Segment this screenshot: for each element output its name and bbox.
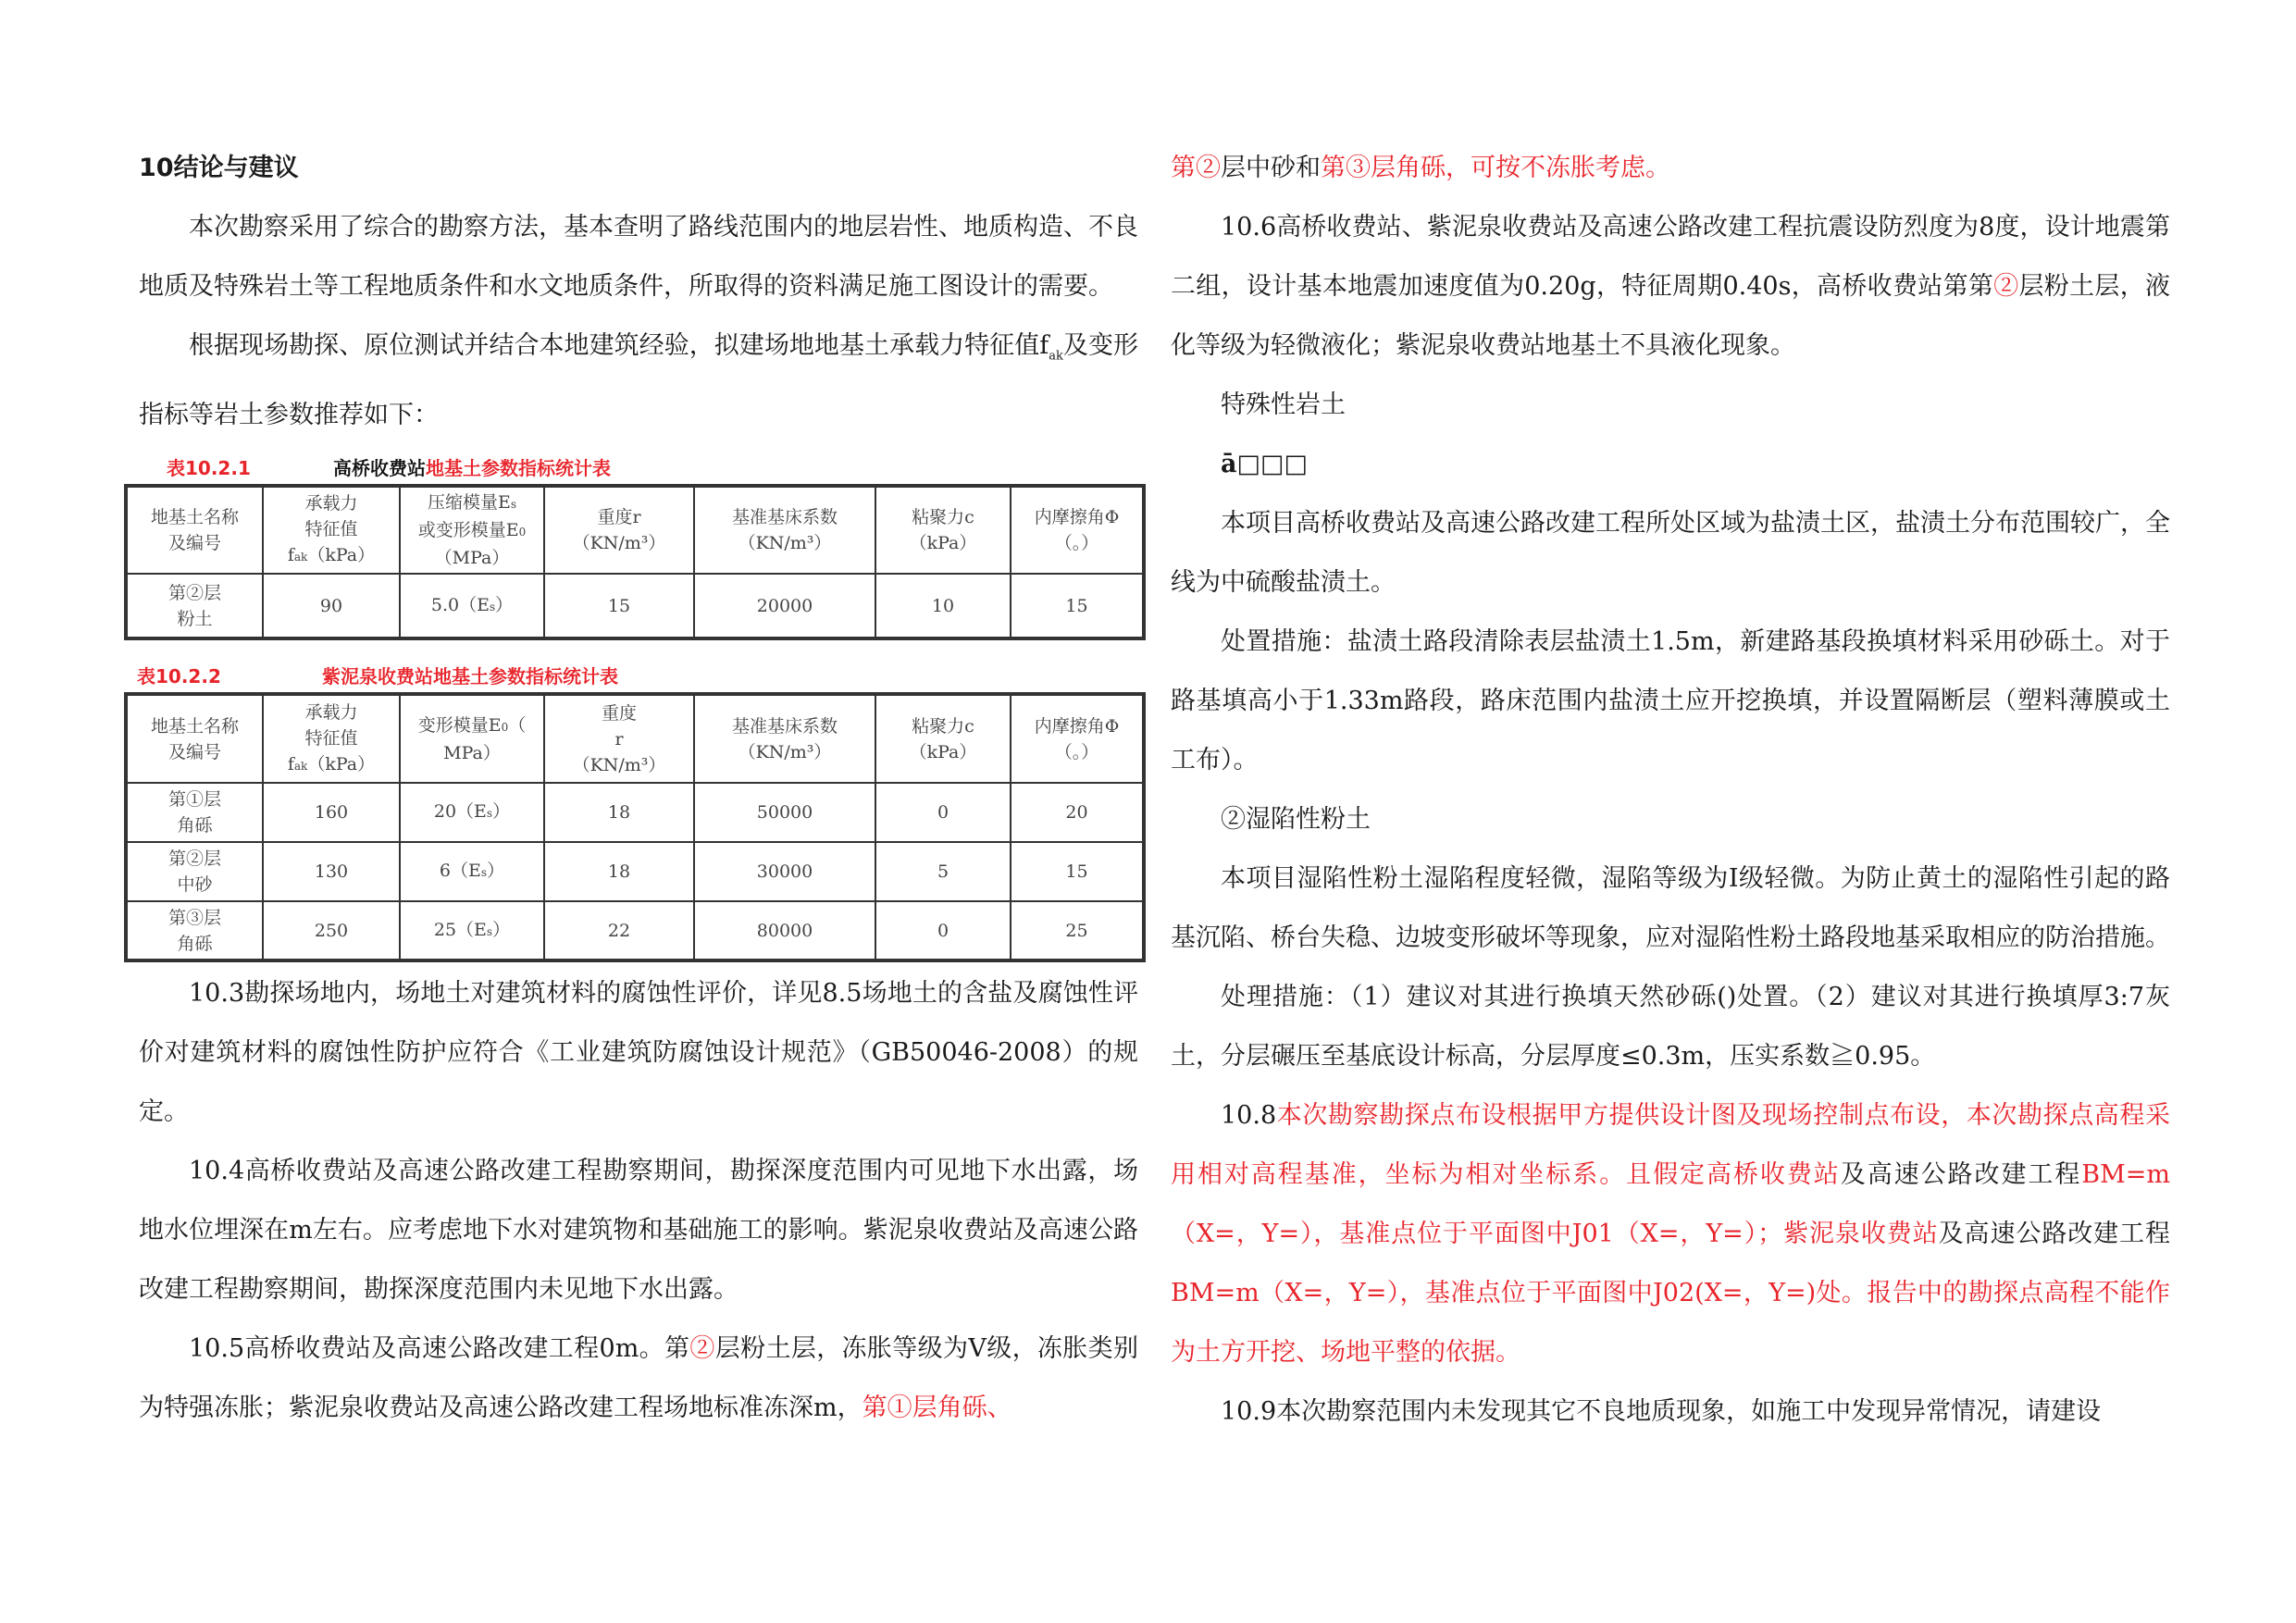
paragraph-10-6: 10.6高桥收费站、紫泥泉收费站及高速公路改建工程抗震设防烈度为8度，设计地震第二组，设计基本地震加速度值为0.20g，特征周期0.40s，高桥收费站第第②层粉土层，液化等级为轻微液化；紫泥泉收费站地基土不具液化现象。 bbox=[1171, 213, 2171, 360]
table1-header-cell: 重度r （KN/m³） bbox=[544, 486, 694, 574]
paragraph-10-5-continued: 第②层中砂和第③层角砾，可按不冻胀考虑。 bbox=[1171, 154, 1670, 182]
table-cell: 15 bbox=[1011, 842, 1144, 901]
table2-caption-number: 表10.2.2 bbox=[137, 665, 221, 688]
table-cell: 10 bbox=[875, 574, 1011, 638]
table-cell: 20000 bbox=[694, 574, 875, 638]
garbled-heading: ā□□□ bbox=[1221, 450, 1309, 478]
paragraph-saline-soil: 本项目高桥收费站及高速公路改建工程所处区域为盐渍土区，盐渍土分布范围较广，全线为中硫酸盐渍土。 bbox=[1171, 509, 2170, 597]
table-cell: 20（Es） bbox=[400, 783, 544, 842]
table-row bbox=[126, 901, 1144, 960]
paragraph-10-9: 10.9本次勘察范围内未发现其它不良地质现象，如施工中发现异常情况，请建设 bbox=[1221, 1397, 2102, 1426]
table-cell: 160 bbox=[263, 783, 400, 842]
table-cell: 第②层 粉土 bbox=[126, 574, 263, 638]
left-column bbox=[139, 139, 1138, 1438]
table2-header-cell: 承载力 特征值 fak（kPa） bbox=[263, 694, 400, 783]
table1-caption bbox=[139, 452, 1138, 484]
table-row bbox=[126, 574, 1144, 638]
table2-header-cell: 基准基床系数 （KN/m³） bbox=[694, 694, 875, 783]
table-cell: 80000 bbox=[694, 901, 875, 960]
table-cell: 第②层 中砂 bbox=[126, 842, 263, 901]
table-cell: 30000 bbox=[694, 842, 875, 901]
table2-caption-name: 紫泥泉收费站地基土参数指标统计表 bbox=[322, 665, 618, 688]
table-cell: 50000 bbox=[694, 783, 875, 842]
right-column bbox=[1171, 139, 2170, 1442]
paragraph-collapsible-silt: 本项目湿陷性粉土湿陷程度轻微，湿陷等级为Ⅰ级轻微。为防止黄土的湿陷性引起的路基沉陷、桥台失稳、边坡变形破坏等现象，应对湿陷性粉土路段地基采取相应的防治措施。 bbox=[1171, 864, 2170, 952]
table-cell: 15 bbox=[544, 574, 694, 638]
paragraph-10-8: 10.8本次勘察勘探点布设根据甲方提供设计图及现场控制点布设，本次勘探点高程采用相对高程基准，坐标为相对坐标系。且假定高桥收费站及高速公路改建工程BM=m（X=，Y=），基准点位于平面图中J01（X=，Y=）；紫泥泉收费站及高速公路改建工程BM=m（X=，Y=），基准点位于平面图中J02(X=，Y=)处。报告中的勘探点高程不能作为土方开挖、场地平整的依据。 bbox=[1171, 1101, 2171, 1367]
collapsible-silt-title: ②湿陷性粉土 bbox=[1221, 805, 1371, 834]
table-cell: 第①层 角砾 bbox=[126, 783, 263, 842]
table1-header-cell: 承载力 特征值 fak（kPa） bbox=[263, 486, 400, 574]
table-cell: 15 bbox=[1011, 574, 1144, 638]
table1-caption-name: 高桥收费站地基土参数指标统计表 bbox=[333, 457, 611, 480]
table-cell: 0 bbox=[875, 901, 1011, 960]
table2-header-row bbox=[126, 694, 1144, 783]
table1-header-cell: 基准基床系数 （KN/m³） bbox=[694, 486, 875, 574]
paragraph-10-4: 10.4高桥收费站及高速公路改建工程勘察期间，勘探深度范围内可见地下水出露，场地水位埋深在m左右。应考虑地下水对建筑物和基础施工的影响。紫泥泉收费站及高速公路改建工程勘察期间，勘探深度范围内未见地下水出露。 bbox=[139, 1157, 1138, 1305]
table-cell: 第③层 角砾 bbox=[126, 901, 263, 960]
table-cell: 18 bbox=[544, 783, 694, 842]
table1-caption-number: 表10.2.1 bbox=[167, 457, 251, 480]
paragraph-10-3: 10.3勘探场地内，场地土对建筑材料的腐蚀性评价，详见8.5场地土的含盐及腐蚀性评价对建筑材料的腐蚀性防护应符合《工业建筑防腐蚀设计规范》（GB50046-2008）的规定。 bbox=[139, 979, 1138, 1127]
section-heading: 10结论与建议 bbox=[139, 154, 299, 182]
table-cell: 250 bbox=[263, 901, 400, 960]
table-cell: 22 bbox=[544, 901, 694, 960]
special-soil-title: 特殊性岩土 bbox=[1221, 390, 1346, 419]
table-row bbox=[126, 783, 1144, 842]
table-cell: 90 bbox=[263, 574, 400, 638]
table-cell: 6（Es） bbox=[400, 842, 544, 901]
table-cell: 20 bbox=[1011, 783, 1144, 842]
table-cell: 5.0（Es） bbox=[400, 574, 544, 638]
paragraph-saline-measures: 处置措施：盐渍土路段清除表层盐渍土1.5m，新建路基段换填材料采用砂砾土。对于路基填高小于1.33m路段，路床范围内盐渍土应开挖换填，并设置隔断层（塑料薄膜或土工布）。 bbox=[1171, 627, 2170, 774]
table2-header-cell: 重度 r （KN/m³） bbox=[544, 694, 694, 783]
table2 bbox=[124, 692, 1146, 962]
table1-header-cell: 地基土名称 及编号 bbox=[126, 486, 263, 574]
table-cell: 5 bbox=[875, 842, 1011, 901]
table2-header-cell: 变形模量E0（ MPa） bbox=[400, 694, 544, 783]
table1-header-cell: 内摩擦角Φ （。） bbox=[1011, 486, 1144, 574]
table2-header-cell: 地基土名称 及编号 bbox=[126, 694, 263, 783]
table-cell: 18 bbox=[544, 842, 694, 901]
table1 bbox=[124, 484, 1146, 640]
table-cell: 130 bbox=[263, 842, 400, 901]
table-cell: 25（Es） bbox=[400, 901, 544, 960]
table1-header-row bbox=[126, 486, 1144, 574]
table2-header-cell: 粘聚力c （kPa） bbox=[875, 694, 1011, 783]
intro-paragraph: 本次勘察采用了综合的勘察方法，基本查明了路线范围内的地层岩性、地质构造、不良地质及特殊岩土等工程地质条件和水文地质条件，所取得的资料满足施工图设计的需要。 bbox=[139, 213, 1138, 301]
paragraph-collapsible-measures: 处理措施：（1）建议对其进行换填天然砂砾()处置。（2）建议对其进行换填厚3:7灰土，分层碾压至基底设计标高，分层厚度≤0.3m，压实系数≧0.95。 bbox=[1171, 983, 2170, 1071]
paragraph-10-5: 10.5高桥收费站及高速公路改建工程0m。第②层粉土层，冻胀等级为V级，冻胀类别为特强冻胀；紫泥泉收费站及高速公路改建工程场地标准冻深m，第①层角砾、 bbox=[139, 1334, 1139, 1423]
table-row bbox=[126, 842, 1144, 901]
intro-paragraph-2: 根据现场勘探、原位测试并结合本地建筑经验，拟建场地地基土承载力特征值$f_{ak}$及变形指标等岩土参数推荐如下： bbox=[139, 331, 1139, 430]
table-cell: 25 bbox=[1011, 901, 1144, 960]
table1-header-cell: 压缩模量Es 或变形模量E0 （MPa） bbox=[400, 486, 544, 574]
table-cell: 0 bbox=[875, 783, 1011, 842]
table2-header-cell: 内摩擦角Φ （。） bbox=[1011, 694, 1144, 783]
table2-caption bbox=[139, 661, 1138, 692]
table1-header-cell: 粘聚力c （kPa） bbox=[875, 486, 1011, 574]
